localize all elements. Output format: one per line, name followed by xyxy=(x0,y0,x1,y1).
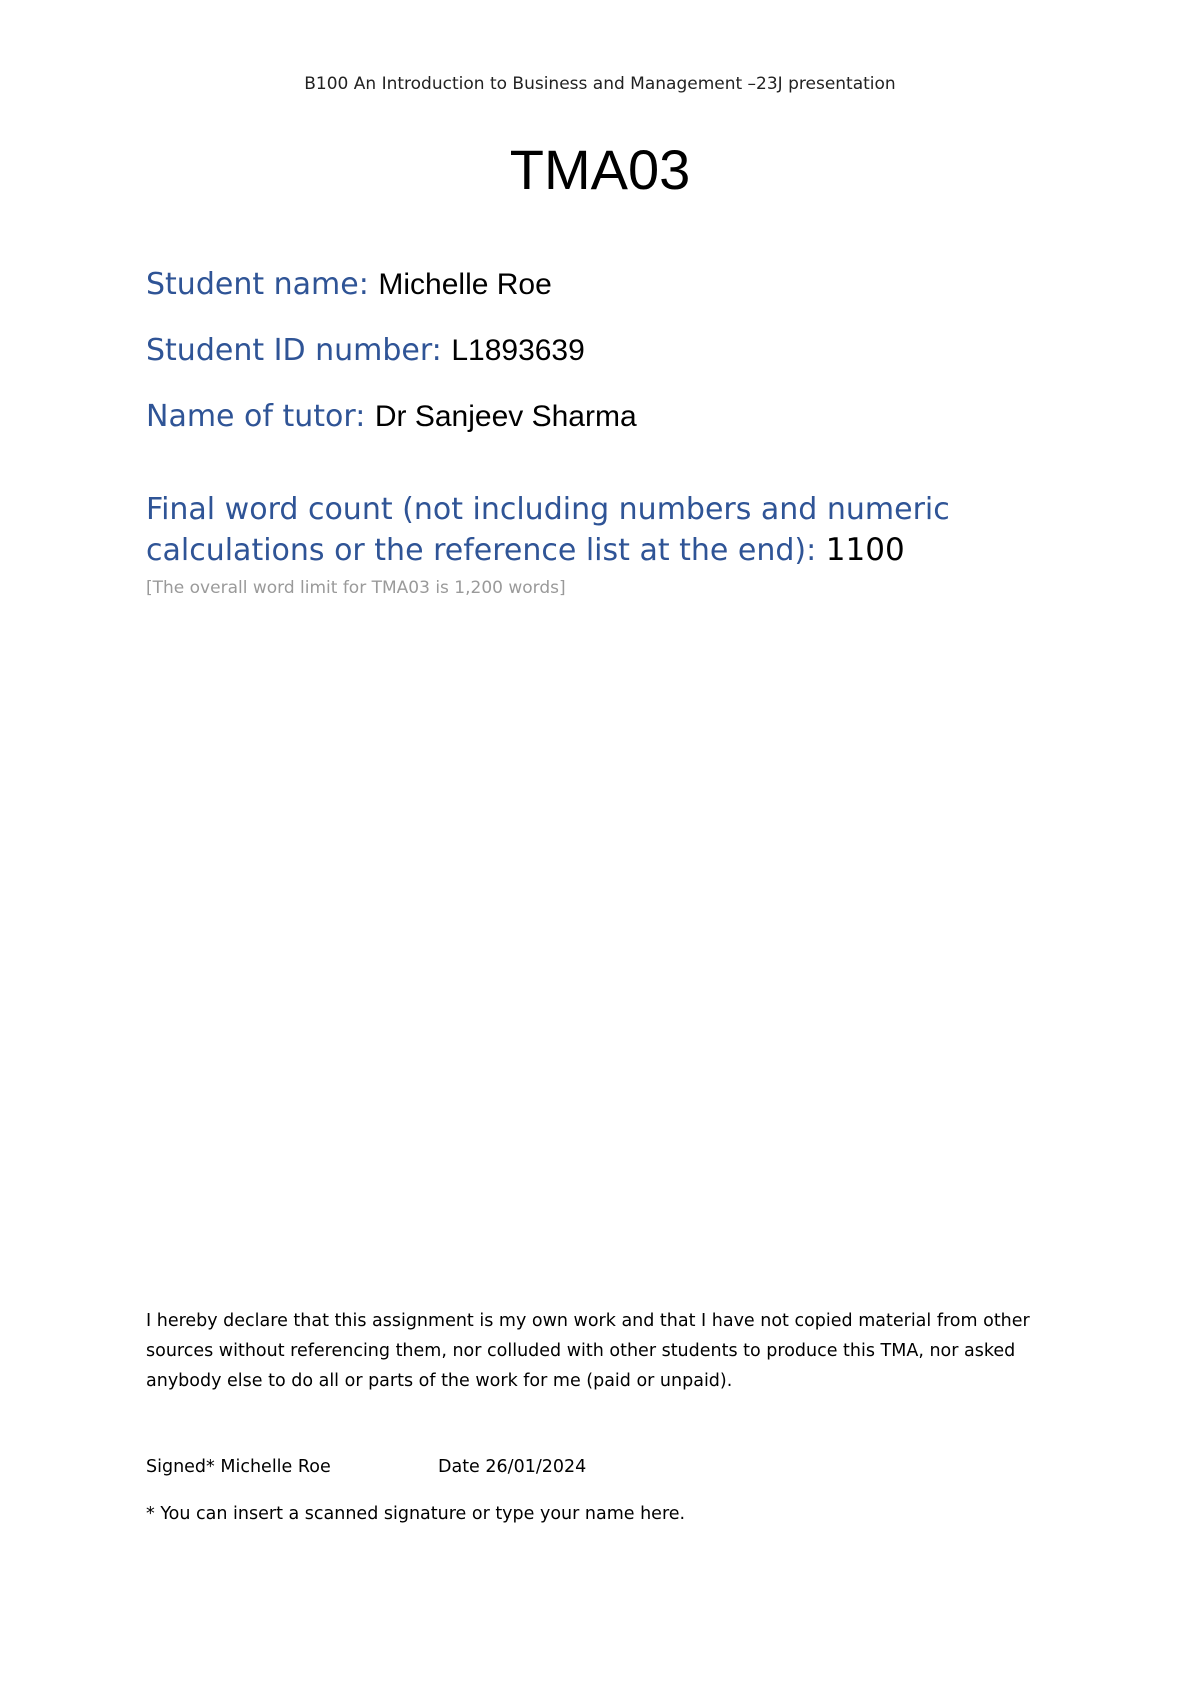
student-id-field xyxy=(146,333,585,368)
student-name-label: Student name: xyxy=(146,267,369,302)
signed-label: Signed* xyxy=(146,1457,215,1477)
date-value: 26/01/2024 xyxy=(485,1457,587,1477)
word-count-label: Final word count (not including numbers and numeric calculations or the reference list at the end): xyxy=(146,492,950,568)
student-id-label: Student ID number: xyxy=(146,333,442,368)
signed-value: Michelle Roe xyxy=(220,1457,331,1477)
course-header: B100 An Introduction to Business and Management –23J presentation xyxy=(304,74,896,94)
date-label: Date xyxy=(438,1457,480,1477)
word-count-field xyxy=(146,490,1066,571)
tutor-name-value: Dr Sanjeev Sharma xyxy=(374,400,637,433)
word-count-value: 1100 xyxy=(825,532,905,568)
tutor-name-field xyxy=(146,399,637,434)
word-limit-note: [The overall word limit for TMA03 is 1,200 words] xyxy=(146,578,566,598)
page-title: TMA03 xyxy=(509,138,691,201)
signature-line xyxy=(146,1457,331,1477)
student-name-field xyxy=(146,267,552,302)
declaration-text: I hereby declare that this assignment is my own work and that I have not copied material from other sources without referencing them, nor colluded with other students to produce this TMA, nor asked anybody else to do all or parts of the work for me (paid or unpaid). xyxy=(146,1311,1030,1391)
tutor-name-label: Name of tutor: xyxy=(146,399,366,434)
signature-footnote: * You can insert a scanned signature or type your name here. xyxy=(146,1504,686,1524)
student-name-value: Michelle Roe xyxy=(378,268,552,301)
student-id-value: L1893639 xyxy=(451,334,585,367)
date-line xyxy=(438,1457,586,1477)
